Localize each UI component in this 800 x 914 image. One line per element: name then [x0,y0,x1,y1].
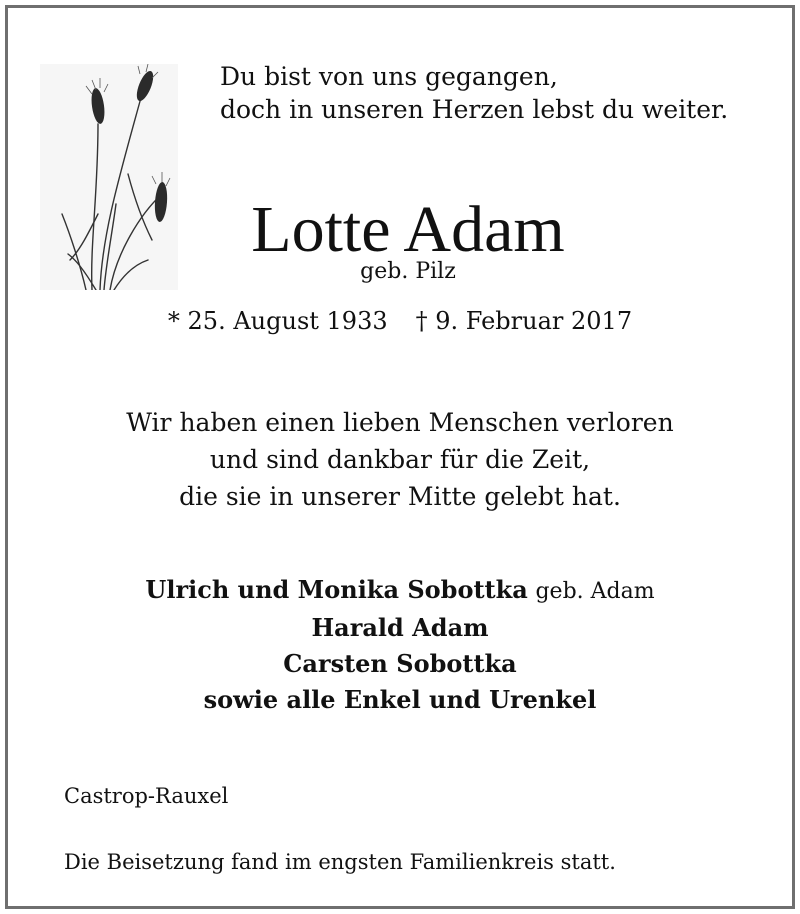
family-member-name: Carsten Sobottka [283,649,517,678]
mourning-line: die sie in unserer Mitte gelebt hat. [179,482,621,511]
memorial-quote [220,60,780,126]
death-date: † 9. Februar 2017 [415,307,633,335]
family-member-name: Harald Adam [311,613,489,642]
birth-date: * 25. August 1933 [167,307,388,335]
family-member [8,682,792,718]
mourning-line: und sind dankbar für die Zeit, [209,445,591,474]
place: Castrop-Rauxel [64,784,229,808]
quote-line: doch in unseren Herzen lebst du weiter. [220,95,729,124]
family-member [8,610,792,646]
burial-notice: Die Beisetzung fand im engsten Familienkreis statt. [64,850,616,874]
quote-line: Du bist von uns gegangen, [220,62,558,91]
family-member [8,572,792,610]
family-member [8,646,792,682]
mourning-line: Wir haben einen lieben Menschen verloren [126,408,674,437]
family-member-name: Ulrich und Monika Sobottka [145,575,528,604]
maiden-name: geb. Pilz [360,259,456,284]
obituary-frame [5,5,795,909]
deceased-name: Lotte Adam [251,193,565,266]
family-member-suffix: geb. Adam [535,579,655,604]
family-member-name: sowie alle Enkel und Urenkel [203,685,597,714]
family-list [8,572,792,718]
life-dates [8,304,792,338]
mourning-text [8,404,792,515]
wheat-stalks-icon [40,64,178,290]
